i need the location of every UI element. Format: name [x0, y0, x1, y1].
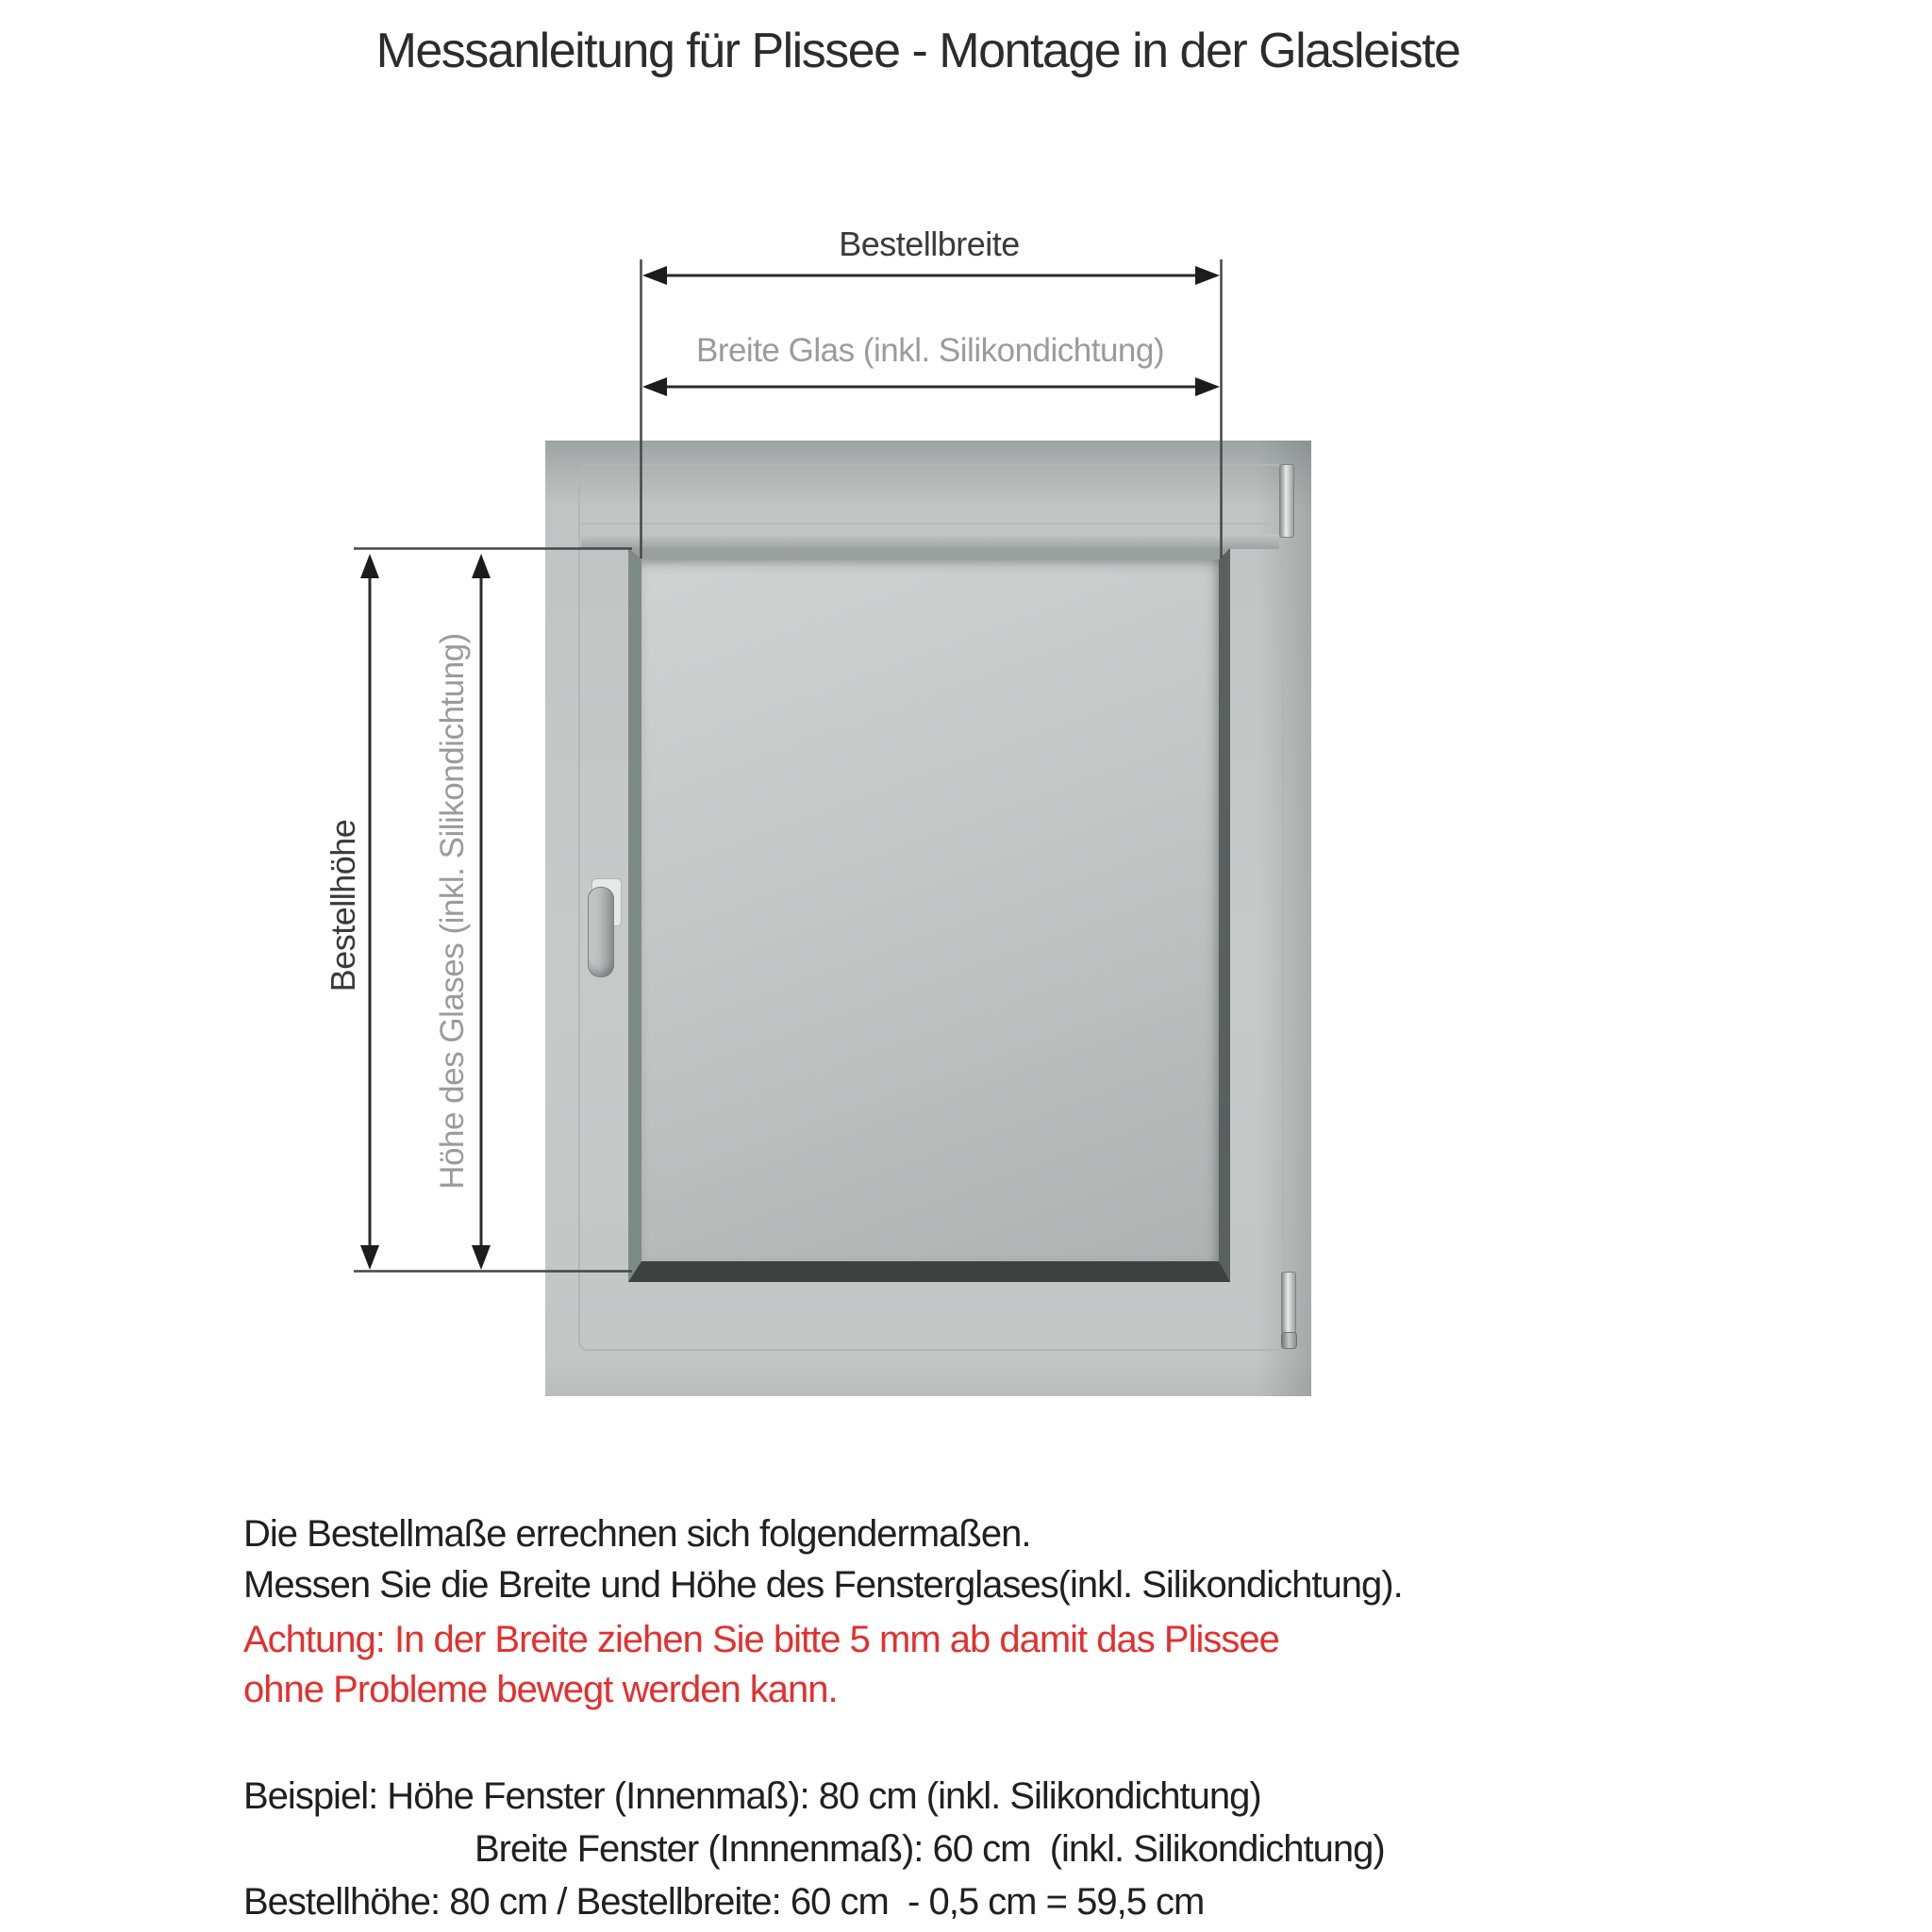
window-sash-step — [581, 534, 1279, 549]
warning-line-1: Achtung: In der Breite ziehen Sie bitte 5 mm ab damit das Plissee — [243, 1619, 1279, 1660]
order-height-arrowhead-bottom — [360, 1245, 379, 1270]
hinge-bottom-right — [1281, 1272, 1296, 1334]
warning-line-2: ohne Probleme bewegt werden kann. — [243, 1669, 838, 1710]
example-line-1: Beispiel: Höhe Fenster (Innenmaß): 80 cm (inkl. Silikondichtung) — [243, 1775, 1261, 1817]
order-width-arrowhead-right — [1195, 266, 1220, 285]
hinge-top-right — [1279, 464, 1294, 538]
glazing-bead-and-glass — [628, 548, 1230, 1282]
window-sash-seam — [581, 523, 1279, 525]
glass-width-arrowhead-left — [642, 377, 667, 396]
glass-height-arrowhead-top — [472, 554, 491, 578]
order-width-arrowhead-left — [642, 266, 667, 285]
order-height-label: Bestellhöhe — [324, 819, 362, 992]
glass-width-label: Breite Glas (inkl. Silikondichtung) — [695, 332, 1165, 369]
order-width-label: Bestellbreite — [839, 225, 1020, 263]
example-line-3: Bestellhöhe: 80 cm / Bestellbreite: 60 cm - 0,5 cm = 59,5 cm — [243, 1881, 1205, 1923]
glass-height-arrowhead-bottom — [472, 1245, 491, 1270]
instruction-line-1: Die Bestellmaße errechnen sich folgendermaßen. — [243, 1513, 1031, 1555]
order-height-arrowhead-top — [360, 554, 379, 578]
hinge-bottom-knob — [1281, 1332, 1297, 1349]
page-title: Messanleitung für Plissee - Montage in der Glasleiste — [375, 24, 1460, 78]
example-line-2: Breite Fenster (Innnenmaß): 60 cm (inkl. Silikondichtung) — [475, 1828, 1385, 1870]
glass-height-label: Höhe des Glases (inkl. Silikondichtung) — [434, 633, 471, 1190]
glass-width-arrowhead-right — [1195, 377, 1220, 396]
instruction-line-2: Messen Sie die Breite und Höhe des Fensterglases(inkl. Silikondichtung). — [243, 1564, 1403, 1606]
window-handle-grip — [588, 887, 614, 977]
